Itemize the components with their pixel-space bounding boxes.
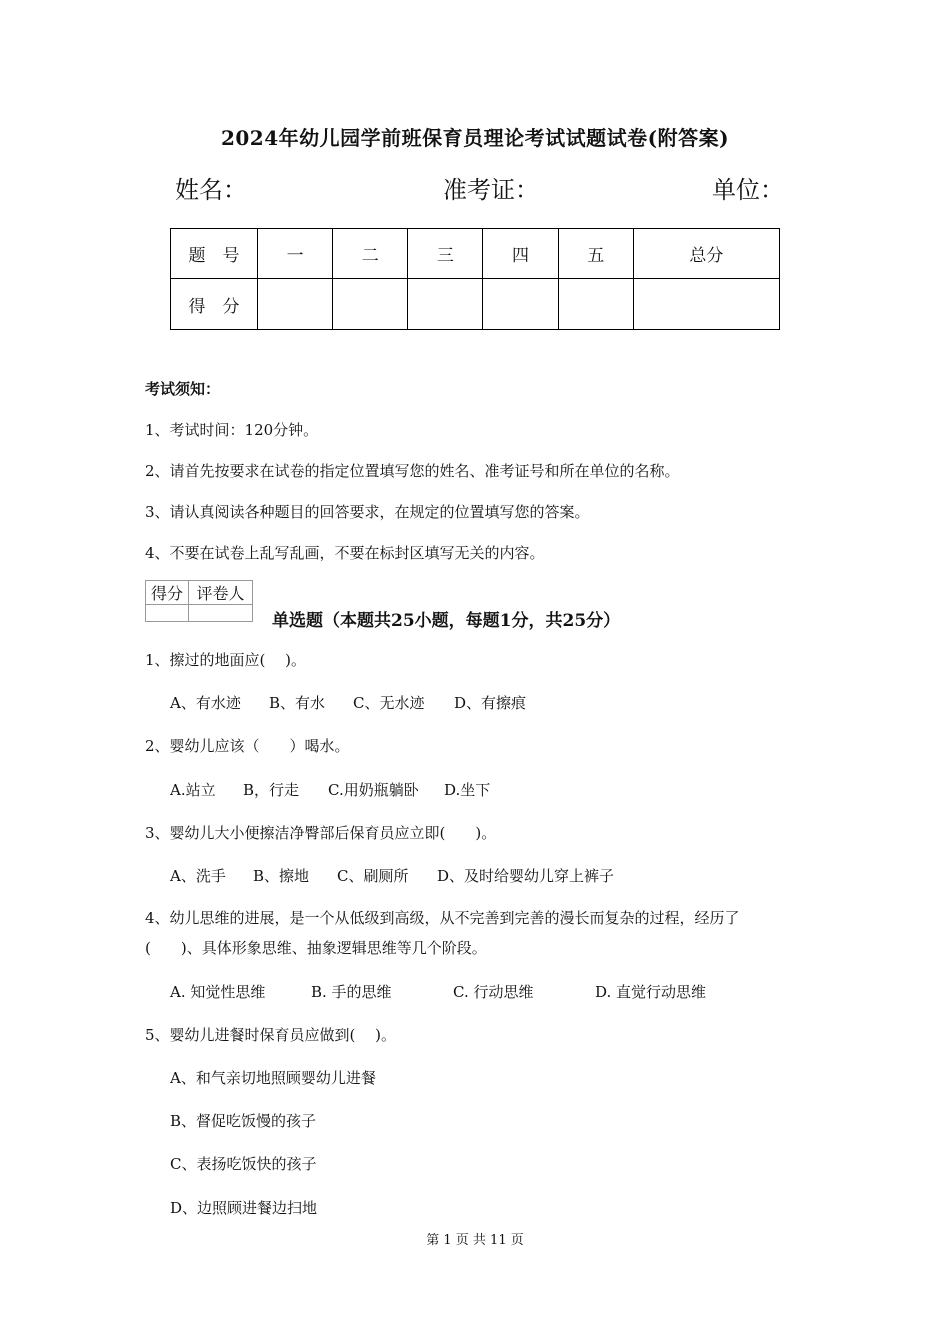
answer-option[interactable]: B. 手的思维 bbox=[311, 983, 392, 1001]
score-input-cell[interactable] bbox=[408, 279, 483, 330]
score-table-header-row bbox=[171, 229, 780, 279]
exam-number-field-label: 准考证： bbox=[443, 176, 539, 204]
score-table-header-cell: 五 bbox=[558, 229, 633, 279]
answer-option[interactable]: C.用奶瓶躺卧 bbox=[328, 781, 419, 799]
grader-reviewer-cell[interactable] bbox=[189, 605, 253, 622]
score-input-cell[interactable] bbox=[258, 279, 333, 330]
score-table-header-cell: 题 号 bbox=[171, 229, 258, 279]
score-input-cell[interactable] bbox=[633, 279, 779, 330]
score-input-cell[interactable] bbox=[483, 279, 558, 330]
answer-option[interactable]: B、擦地 bbox=[253, 867, 310, 885]
name-field-label: 姓名： bbox=[175, 176, 247, 204]
answer-option[interactable]: A.站立 bbox=[170, 781, 216, 799]
grader-box bbox=[145, 580, 253, 622]
answer-option[interactable]: C、表扬吃饭快的孩子 bbox=[170, 1155, 317, 1173]
grader-score-label: 得分 bbox=[146, 581, 189, 605]
answer-option[interactable]: B、有水 bbox=[269, 694, 326, 712]
question-stem-continuation: ( )、具体形象思维、抽象逻辑思维等几个阶段。 bbox=[145, 939, 487, 957]
question-stem: 2、婴幼儿应该（ ）喝水。 bbox=[145, 737, 350, 755]
score-table-header-cell: 二 bbox=[333, 229, 408, 279]
score-table-header-cell: 一 bbox=[258, 229, 333, 279]
page-title: 2024年幼儿园学前班保育员理论考试试题试卷(附答案) bbox=[220, 126, 730, 150]
answer-option[interactable]: C. 行动思维 bbox=[453, 983, 534, 1001]
answer-option[interactable]: C、刷厕所 bbox=[337, 867, 409, 885]
score-table-header-cell: 总分 bbox=[633, 229, 779, 279]
notice-heading: 考试须知： bbox=[145, 380, 221, 398]
score-input-cell[interactable] bbox=[558, 279, 633, 330]
answer-option[interactable]: A、有水迹 bbox=[170, 694, 241, 712]
question-stem: 3、婴幼儿大小便擦洁净臀部后保育员应立即( )。 bbox=[145, 824, 497, 842]
score-table-header-cell: 三 bbox=[408, 229, 483, 279]
unit-field-label: 单位： bbox=[712, 176, 784, 204]
answer-option[interactable]: D.坐下 bbox=[444, 781, 491, 799]
score-table bbox=[170, 228, 780, 330]
notice-item: 4、不要在试卷上乱写乱画，不要在标封区填写无关的内容。 bbox=[145, 544, 545, 562]
grader-score-cell[interactable] bbox=[146, 605, 189, 622]
answer-option[interactable]: D、有擦痕 bbox=[454, 694, 527, 712]
answer-option[interactable]: A、洗手 bbox=[170, 867, 226, 885]
page-footer: 第 1 页 共 11 页 bbox=[426, 1233, 524, 1248]
score-row-label: 得 分 bbox=[171, 279, 258, 330]
score-input-cell[interactable] bbox=[333, 279, 408, 330]
answer-option[interactable]: A、和气亲切地照顾婴幼儿进餐 bbox=[170, 1069, 376, 1087]
section-title: 单选题（本题共25小题，每题1分，共25分） bbox=[272, 611, 621, 631]
answer-option[interactable]: C、无水迹 bbox=[353, 694, 425, 712]
notice-item: 1、考试时间：120分钟。 bbox=[145, 421, 319, 439]
notice-item: 3、请认真阅读各种题目的回答要求，在规定的位置填写您的答案。 bbox=[145, 503, 590, 521]
question-stem: 1、擦过的地面应( )。 bbox=[145, 651, 307, 669]
answer-option[interactable]: D. 直觉行动思维 bbox=[595, 983, 707, 1001]
answer-option[interactable]: D、边照顾进餐边扫地 bbox=[170, 1199, 318, 1217]
grader-reviewer-label: 评卷人 bbox=[189, 581, 253, 605]
score-table-score-row bbox=[171, 279, 780, 330]
answer-option[interactable]: B、督促吃饭慢的孩子 bbox=[170, 1112, 317, 1130]
question-stem: 4、幼儿思维的进展，是一个从低级到高级，从不完善到完善的漫长而复杂的过程，经历了 bbox=[145, 909, 740, 927]
answer-option[interactable]: D、及时给婴幼儿穿上裤子 bbox=[437, 867, 615, 885]
answer-option[interactable]: B，行走 bbox=[243, 781, 300, 799]
answer-option[interactable]: A. 知觉性思维 bbox=[170, 983, 266, 1001]
question-stem: 5、婴幼儿进餐时保育员应做到( )。 bbox=[145, 1026, 397, 1044]
notice-item: 2、请首先按要求在试卷的指定位置填写您的姓名、准考证号和所在单位的名称。 bbox=[145, 462, 680, 480]
score-table-header-cell: 四 bbox=[483, 229, 558, 279]
